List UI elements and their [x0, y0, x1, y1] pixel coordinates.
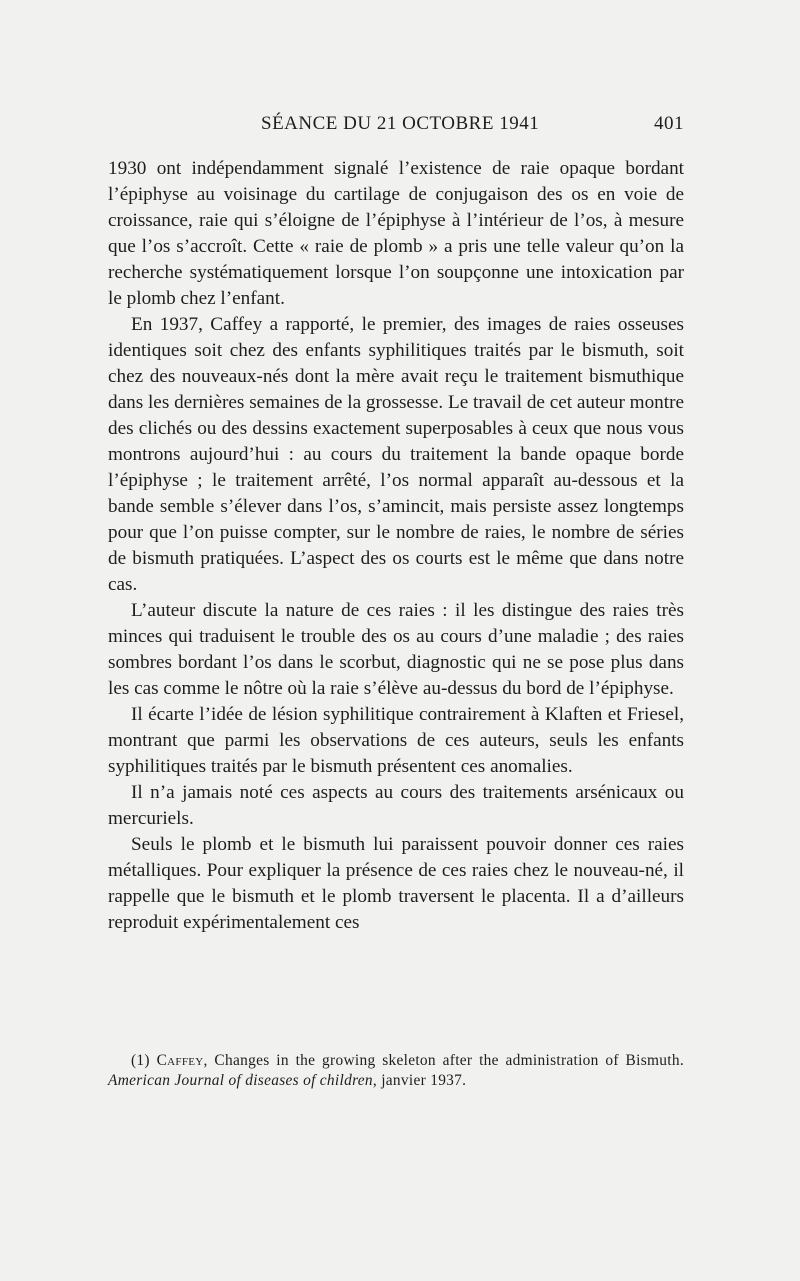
paragraph: Seuls le plomb et le bismuth lui paraissent pouvoir donner ces raies métalliques. Pour expliquer la présence de ces raies chez le nouveau-né, il rappelle que le bismuth et le plomb traversent le placenta. Il a d’ailleurs reproduit expérimentalement ces — [108, 834, 684, 933]
footnote-marker: (1) — [131, 1052, 150, 1069]
running-title-day: 21 — [376, 113, 397, 134]
running-title — [261, 113, 539, 135]
running-title-seance: SÉANCE — [261, 113, 338, 134]
paragraph: 1930 ont indépendamment signalé l’existence de raie opaque bordant l’épiphyse au voisinage du cartilage de conjugaison des os en voie de croissance, raie qui s’éloigne de l’épiphyse à l’intérieur de l’os, à mesure que l’os s’accroît. Cette « raie de plomb » a pris une telle valeur qu’on la recherche systématiquement lorsque l’on soupçonne une intoxication par le plomb chez l’enfant. — [108, 158, 684, 309]
footnote-author: Caffey — [156, 1052, 204, 1069]
running-title-du: DU — [343, 113, 372, 134]
page-number: 401 — [654, 113, 684, 134]
paragraph: L’auteur discute la nature de ces raies : il les distingue des raies très minces qui traduisent le trouble des os au cours d’une maladie ; des raies sombres bordant l’os dans le scorbut, diagnostic qui ne se pose plus dans les cas comme le nôtre où la raie s’élève au-dessus du bord de l’épiphyse. — [108, 600, 684, 699]
paragraph: Il n’a jamais noté ces aspects au cours des traitements arsénicaux ou mercuriels. — [108, 782, 684, 829]
footnote-date: , janvier 1937. — [372, 1072, 467, 1089]
running-header — [108, 113, 684, 143]
footnotes — [108, 1051, 684, 1091]
footnote — [108, 1051, 684, 1091]
paragraph: En 1937, Caffey a rapporté, le premier, des images de raies osseuses identiques soit chez des enfants syphilitiques traités par le bismuth, soit chez des nouveaux-nés dont la mère avait reçu le traitement bismuthique dans les dernières semaines de la grossesse. Le travail de cet auteur montre des clichés ou des dessins exactement superposables à ceux que nous vous montrons aujourd’hui : au cours du traitement la bande opaque borde l’épiphyse ; le traitement arrêté, l’os normal apparaît au-dessous et la bande semble s’élever dans l’os, s’amincit, mais persiste assez longtemps pour que l’on puisse compter, sur le nombre de raies, le nombre de séries de bismuth pratiquées. L’aspect des os courts est le même que dans notre cas. — [108, 314, 684, 595]
footnote-journal: American Journal of diseases of children — [108, 1072, 373, 1089]
running-title-month: OCTOBRE — [402, 113, 494, 134]
paragraph: Il écarte l’idée de lésion syphilitique contrairement à Klaften et Friesel, montrant que parmi les observations de ces auteurs, seuls les enfants syphilitiques traités par le bismuth présentent ces anomalies. — [108, 704, 684, 777]
footnote-text: , Changes in the growing skeleton after the administration of Bismuth. — [203, 1052, 684, 1069]
running-title-year: 1941 — [499, 113, 540, 134]
body-text — [108, 156, 684, 936]
